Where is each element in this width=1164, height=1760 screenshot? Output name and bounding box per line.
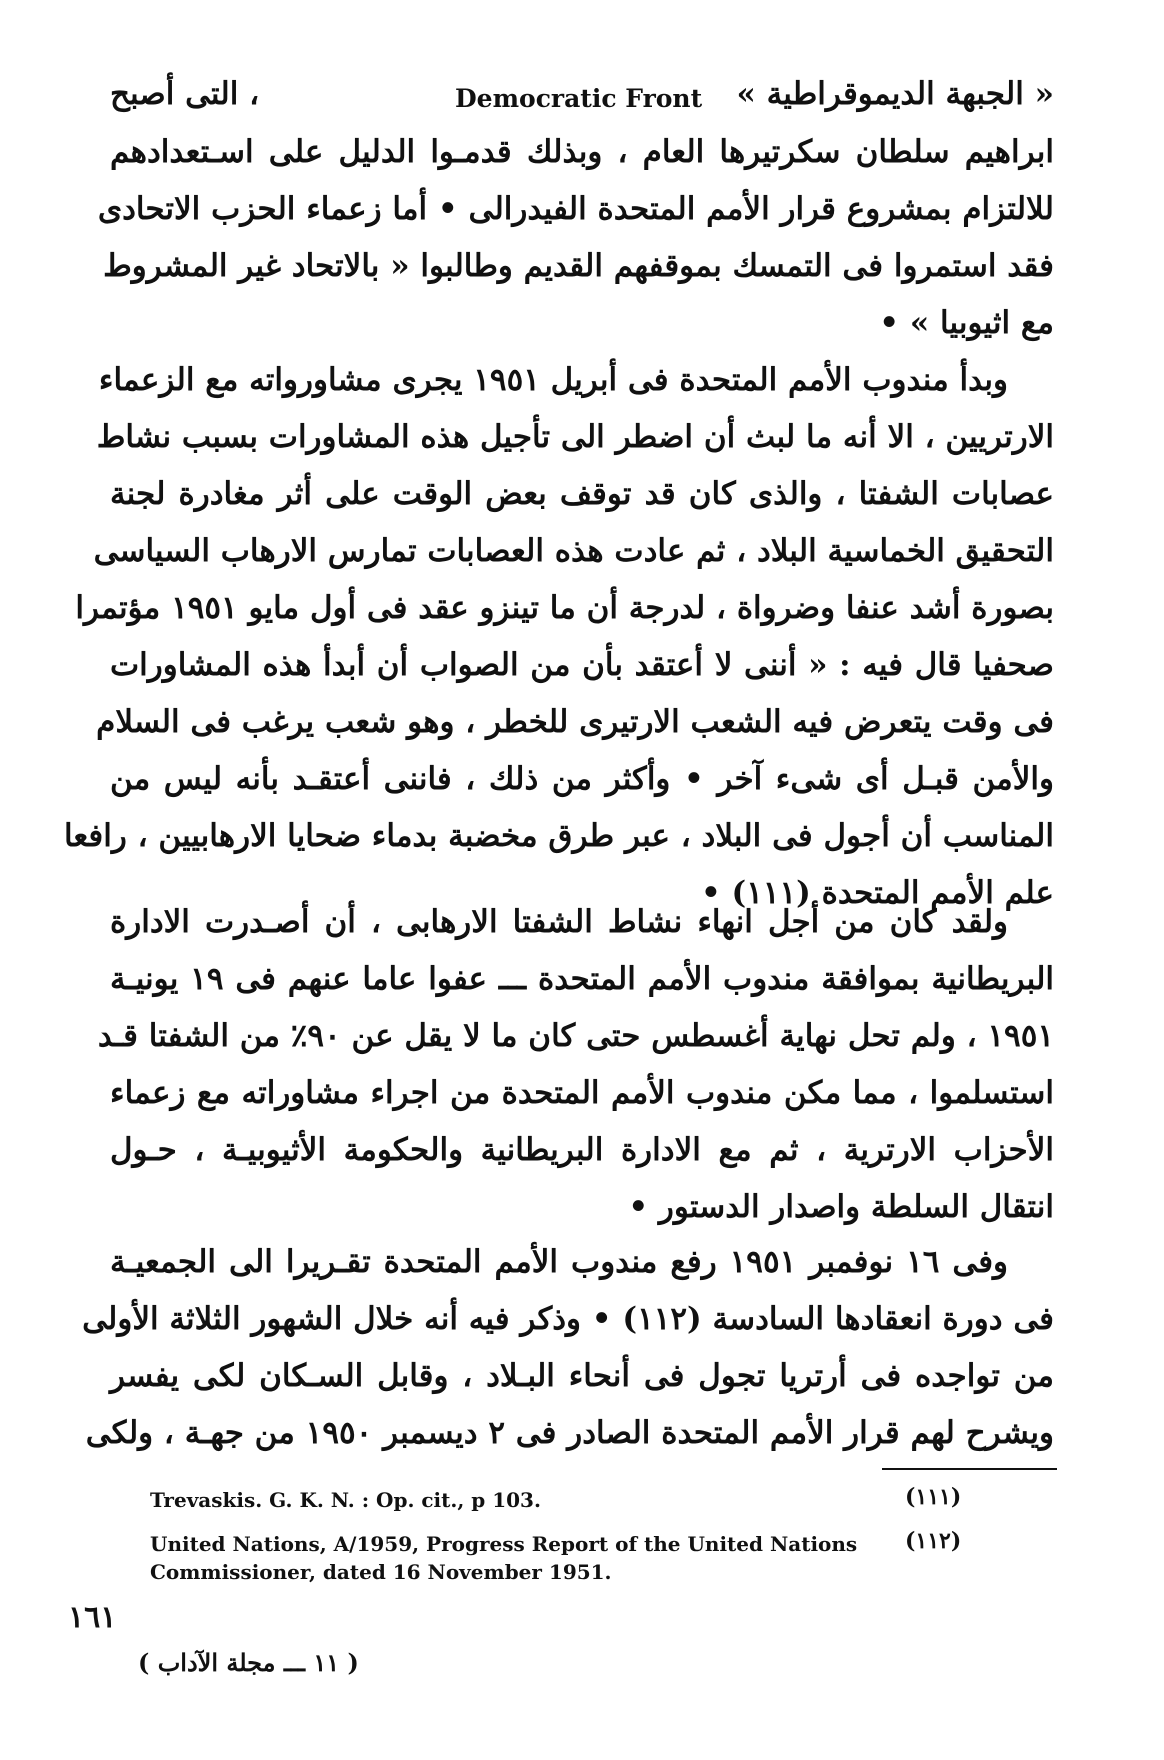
paragraph-line: المناسب أن أجول فى البلاد ، عبر طرق مخضبة بدماء ضحايا الارهابيين ، رافعا xyxy=(63,818,1054,854)
paragraph-line: علم الأمم المتحدة (١١١) • xyxy=(700,875,1054,911)
journal-label: ( ١١ ـــ مجلة الآداب ) xyxy=(138,1648,359,1677)
header-english-term: Democratic Front xyxy=(455,84,703,113)
page-number: ١٦١ xyxy=(68,1600,117,1635)
paragraph-line: ابراهيم سلطان سكرتيرها العام ، وبذلك قدمـوا الدليل على اسـتعدادهم xyxy=(110,134,1054,170)
page-header xyxy=(110,76,1054,124)
header-arabic-right: « الجبهة الديموقراطية » xyxy=(736,76,1054,112)
paragraph-line: فقد استمروا فى التمسك بموقفهم القديم وطالبوا « بالاتحاد غير المشروط xyxy=(103,248,1054,284)
footnote-text xyxy=(150,1530,857,1586)
footnote-line: Trevaskis. G. K. N. : Op. cit., p 103. xyxy=(150,1488,541,1512)
paragraph-line: وبدأ مندوب الأمم المتحدة فى أبريل ١٩٥١ يجرى مشاورواته مع الزعماء xyxy=(98,362,1008,398)
paragraph-line: ويشرح لهم قرار الأمم المتحدة الصادر فى ٢ ديسمبر ١٩٥٠ من جهـة ، ولكى xyxy=(85,1415,1054,1451)
paragraph-line: للالتزام بمشروع قرار الأمم المتحدة الفيدرالى • أما زعماء الحزب الاتحادى xyxy=(97,191,1054,227)
paragraph-1 xyxy=(97,124,1054,352)
footnote-line: Commissioner, dated 16 November 1951. xyxy=(150,1560,612,1584)
paragraph-line: فى دورة انعقادها السادسة (١١٢) • وذكر فيه أنه خلال الشهور الثلاثة الأولى xyxy=(82,1301,1054,1337)
paragraph-line: ١٩٥١ ، ولم تحل نهاية أغسطس حتى كان ما لا يقل عن ٩٠٪ من الشفتا قـد xyxy=(97,1018,1054,1054)
footnote-divider xyxy=(882,1468,1057,1470)
paragraph-3 xyxy=(97,894,1055,1236)
paragraph-line: البريطانية بموافقة مندوب الأمم المتحدة ـــ عفوا عاما عنهم فى ١٩ يونيـة xyxy=(110,961,1055,997)
paragraph-line: والأمن قبـل أى شىء آخر • وأكثر من ذلك ، فاننى أعتقـد بأنه ليس من xyxy=(110,761,1054,797)
header-arabic-left: ، التى أصبح xyxy=(110,76,260,112)
paragraph-line: ولقد كان من أجل انهاء نشاط الشفتا الارهابى ، أن أصـدرت الادارة xyxy=(110,904,1008,940)
paragraph-2 xyxy=(63,352,1054,922)
paragraph-line: بصورة أشد عنفا وضرواة ، لدرجة أن ما تينزو عقد فى أول مايو ١٩٥١ مؤتمرا xyxy=(75,590,1054,626)
paragraph-line: الأحزاب الارترية ، ثم مع الادارة البريطانية والحكومة الأثيوبيـة ، حـول xyxy=(110,1132,1054,1168)
paragraph-line: من تواجده فى أرتريا تجول فى أنحاء البـلاد ، وقابل السـكان لكى يفسر xyxy=(110,1358,1054,1394)
paragraph-line: وفى ١٦ نوفمبر ١٩٥١ رفع مندوب الأمم المتحدة تقـريرا الى الجمعيـة xyxy=(110,1244,1008,1280)
paragraph-4 xyxy=(82,1234,1054,1462)
paragraph-line: عصابات الشفتا ، والذى كان قد توقف بعض الوقت على أثر مغادرة لجنة xyxy=(110,476,1054,512)
footnote-number: (١١٢) xyxy=(905,1528,962,1554)
paragraph-line: صحفيا قال فيه : « أننى لا أعتقد بأن من الصواب أن أبدأ هذه المشاورات xyxy=(110,647,1054,683)
paragraph-line: فى وقت يتعرض فيه الشعب الارتيرى للخطر ، وهو شعب يرغب فى السلام xyxy=(96,704,1054,740)
paragraph-line: التحقيق الخماسية البلاد ، ثم عادت هذه العصابات تمارس الارهاب السياسى xyxy=(93,533,1054,569)
paragraph-line: استسلموا ، مما مكن مندوب الأمم المتحدة من اجراء مشاوراته مع زعماء xyxy=(110,1075,1054,1111)
footnote-line: United Nations, A/1959, Progress Report of the United Nations xyxy=(150,1532,858,1556)
paragraph-line: انتقال السلطة واصدار الدستور • xyxy=(628,1189,1054,1225)
footnote-text xyxy=(150,1486,541,1514)
paragraph-line: الارتريين ، الا أنه ما لبث أن اضطر الى تأجيل هذه المشاورات بسبب نشاط xyxy=(96,419,1054,455)
paragraph-line: مع اثيوبيا » • xyxy=(879,305,1054,341)
footnote-number: (١١١) xyxy=(905,1484,962,1510)
